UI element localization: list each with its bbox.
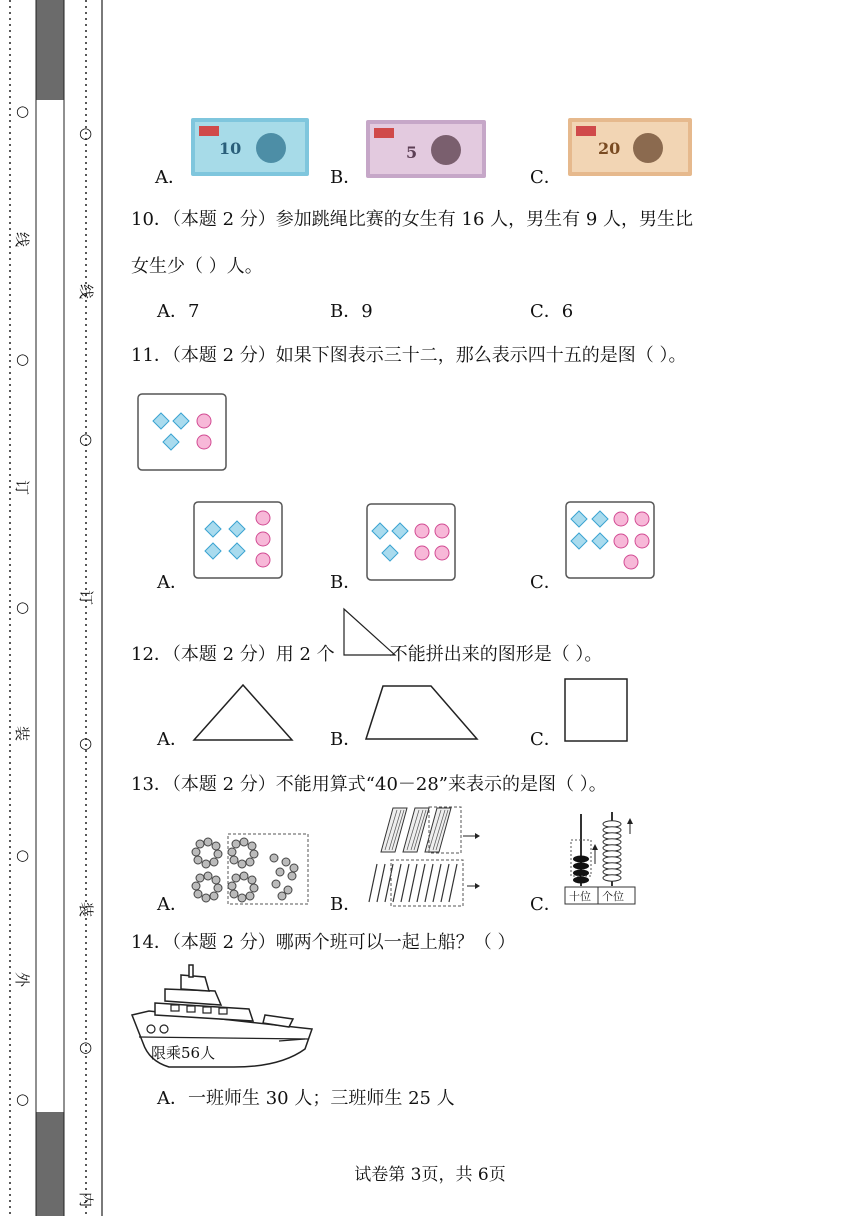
q9-option-c-label: C．	[530, 167, 562, 188]
q11-option-b-label[interactable]: B．	[330, 572, 362, 593]
q14-option-a[interactable]: A．一班师生 30 人；三班师生 25 人	[157, 1088, 455, 1109]
q12-option-c-label[interactable]: C．	[530, 729, 562, 750]
q13-option-a-bead-rings[interactable]	[190, 832, 310, 906]
q12-text-after: 不能拼出来的图形是（ ）。	[389, 644, 603, 665]
binding-margin	[0, 0, 104, 1216]
q11-text: 11．（本题 2 分）如果下图表示三十二，那么表示四十五的是图（ ）。	[131, 345, 687, 366]
q11-option-a-figure[interactable]	[193, 501, 283, 579]
margin-circle: ○	[16, 102, 30, 120]
q12-option-b-label[interactable]: B．	[330, 729, 362, 750]
q12-option-b-trapezoid[interactable]	[365, 685, 479, 741]
q12-right-triangle-figure	[343, 608, 397, 656]
margin-circle: ○	[16, 350, 30, 368]
margin-circle: ○	[16, 846, 30, 864]
q9-option-a-label: A．	[155, 167, 186, 188]
abacus-tens-label: 十位	[569, 890, 591, 903]
margin-mark-nei-inner: 内	[77, 1191, 96, 1208]
q9-option-b-label: B．	[330, 167, 362, 188]
margin-circle: ○	[79, 734, 93, 752]
banknote-20-image[interactable]	[568, 118, 692, 176]
banknote-20-value: 20	[598, 139, 621, 158]
margin-mark-line: 线	[13, 231, 32, 248]
margin-mark-ding: 订	[13, 479, 32, 496]
margin-mark-ding-inner: 订	[77, 589, 96, 606]
margin-circle: ○	[79, 1038, 93, 1056]
q14-text: 14．（本题 2 分）哪两个班可以一起上船？（ ）	[131, 932, 516, 953]
q10-option-a[interactable]: A．7	[157, 301, 200, 322]
q11-option-a-label[interactable]: A．	[157, 572, 188, 593]
q14-ship-figure	[129, 963, 315, 1071]
q12-option-a-triangle[interactable]	[193, 684, 293, 742]
q12-option-c-square[interactable]	[564, 678, 628, 742]
margin-mark-line-inner: 线	[77, 283, 96, 300]
margin-circle: ○	[79, 124, 93, 142]
q11-option-b-figure[interactable]	[366, 503, 456, 581]
ship-capacity-sign: 限乘56人	[151, 1044, 216, 1062]
q11-option-c-figure[interactable]	[565, 501, 655, 579]
banknote-10-value: 10	[219, 139, 242, 158]
margin-mark-zhuang-inner: 装	[77, 901, 96, 918]
q13-option-a-label[interactable]: A．	[157, 894, 188, 915]
page-footer: 试卷第 3页，共 6页	[354, 1165, 506, 1185]
q11-option-c-label[interactable]: C．	[530, 572, 562, 593]
q10-option-b[interactable]: B．9	[330, 301, 373, 322]
margin-circle: ○	[16, 598, 30, 616]
q10-text-line2: 女生少（ ）人。	[131, 256, 263, 277]
banknote-5-value: 5	[406, 143, 418, 162]
q13-option-c-abacus[interactable]	[564, 810, 638, 906]
banknote-5-image[interactable]	[366, 120, 486, 178]
q13-option-b-sticks[interactable]	[363, 806, 481, 910]
q12-option-a-label[interactable]: A．	[157, 729, 188, 750]
q11-example-figure	[137, 393, 227, 471]
q13-option-b-label[interactable]: B．	[330, 894, 362, 915]
margin-mark-zhuang: 装	[13, 725, 32, 742]
margin-circle: ○	[79, 430, 93, 448]
abacus-ones-label: 个位	[602, 890, 624, 903]
q13-text: 13．（本题 2 分）不能用算式“40－28”来表示的是图（ ）。	[131, 774, 607, 795]
margin-mark-wai: 外	[13, 971, 32, 988]
banknote-10-image[interactable]	[191, 118, 309, 176]
q13-option-c-label[interactable]: C．	[530, 894, 562, 915]
q10-option-c[interactable]: C．6	[530, 301, 574, 322]
q12-text-before: 12．（本题 2 分）用 2 个	[131, 644, 335, 665]
q10-text-line1: 10．（本题 2 分）参加跳绳比赛的女生有 16 人，男生有 9 人，男生比	[131, 209, 694, 230]
margin-circle: ○	[16, 1090, 30, 1108]
